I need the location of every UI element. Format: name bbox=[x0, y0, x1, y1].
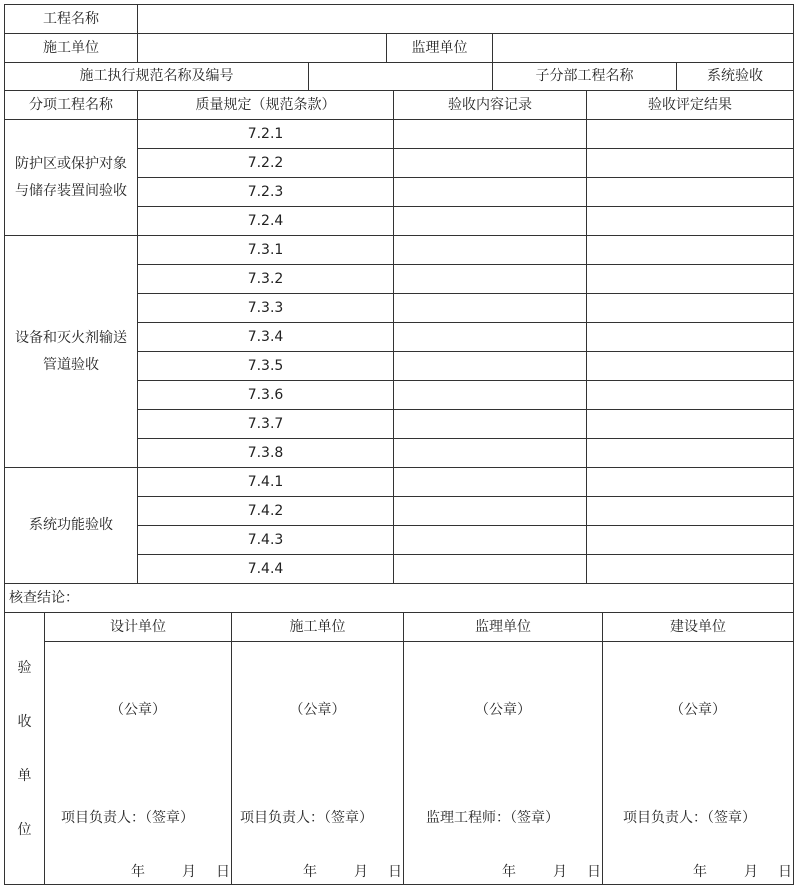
acceptance-side-label bbox=[4, 612, 45, 885]
side-label-char: 收 bbox=[17, 713, 32, 730]
supervisor-label: 监理单位 bbox=[386, 33, 493, 63]
subsection-name-label: 子分部工程名称 bbox=[492, 62, 677, 91]
stamp-label: （公章） bbox=[670, 702, 726, 718]
unit-body-construction[interactable] bbox=[231, 641, 404, 885]
clause-cell: 7.2.1 bbox=[137, 119, 394, 149]
result-cell[interactable] bbox=[586, 467, 794, 497]
date-label: 年 月 日 bbox=[131, 864, 230, 880]
contractor-field[interactable] bbox=[137, 33, 387, 63]
record-cell[interactable] bbox=[393, 380, 587, 410]
result-cell[interactable] bbox=[586, 322, 794, 352]
standard-field[interactable] bbox=[308, 62, 493, 91]
subsection-value: 系统验收 bbox=[676, 62, 794, 91]
unit-body-supervision[interactable] bbox=[403, 641, 603, 885]
supervisor-field[interactable] bbox=[492, 33, 794, 63]
clause-cell: 7.3.4 bbox=[137, 322, 394, 352]
clause-cell: 7.4.2 bbox=[137, 496, 394, 526]
result-cell[interactable] bbox=[586, 235, 794, 265]
group-name-line: 设备和灭火剂输送 bbox=[15, 329, 127, 346]
clause-cell: 7.3.6 bbox=[137, 380, 394, 410]
record-cell[interactable] bbox=[393, 322, 587, 352]
result-cell[interactable] bbox=[586, 119, 794, 149]
clause-cell: 7.2.3 bbox=[137, 177, 394, 207]
result-cell[interactable] bbox=[586, 380, 794, 410]
stamp-label: （公章） bbox=[289, 702, 346, 718]
group-name-line: 与储存装置间验收 bbox=[15, 182, 127, 199]
clause-cell: 7.3.8 bbox=[137, 438, 394, 468]
group-name-protection bbox=[4, 119, 138, 236]
clause-cell: 7.3.1 bbox=[137, 235, 394, 265]
group-name-line: 管道验收 bbox=[43, 356, 99, 373]
clause-cell: 7.2.4 bbox=[137, 206, 394, 236]
record-cell[interactable] bbox=[393, 119, 587, 149]
unit-body-owner[interactable] bbox=[602, 641, 794, 885]
record-cell[interactable] bbox=[393, 206, 587, 236]
clause-cell: 7.3.7 bbox=[137, 409, 394, 439]
result-cell[interactable] bbox=[586, 264, 794, 294]
side-label-char: 位 bbox=[17, 821, 32, 838]
result-cell[interactable] bbox=[586, 438, 794, 468]
contractor-label: 施工单位 bbox=[4, 33, 138, 63]
result-cell[interactable] bbox=[586, 554, 794, 584]
record-cell[interactable] bbox=[393, 438, 587, 468]
group-name-line: 系统功能验收 bbox=[29, 517, 113, 533]
result-cell[interactable] bbox=[586, 525, 794, 555]
date-label: 年 月 日 bbox=[303, 864, 402, 880]
result-cell[interactable] bbox=[586, 206, 794, 236]
project-name-label: 工程名称 bbox=[4, 4, 138, 34]
clause-cell: 7.3.5 bbox=[137, 351, 394, 381]
record-cell[interactable] bbox=[393, 467, 587, 497]
clause-cell: 7.3.2 bbox=[137, 264, 394, 294]
record-cell[interactable] bbox=[393, 554, 587, 584]
signer-label: 监理工程师：（签章） bbox=[426, 810, 559, 826]
group-name-equipment bbox=[4, 235, 138, 468]
record-cell[interactable] bbox=[393, 409, 587, 439]
project-name-field[interactable] bbox=[137, 4, 794, 34]
unit-body-design[interactable] bbox=[44, 641, 232, 885]
result-cell[interactable] bbox=[586, 409, 794, 439]
unit-title-owner: 建设单位 bbox=[602, 612, 794, 642]
result-cell[interactable] bbox=[586, 293, 794, 323]
standard-label: 施工执行规范名称及编号 bbox=[4, 62, 309, 91]
side-label-char: 验 bbox=[17, 659, 32, 676]
record-cell[interactable] bbox=[393, 293, 587, 323]
side-label-char: 单 bbox=[17, 767, 32, 784]
stamp-label: （公章） bbox=[110, 702, 166, 718]
column-header-clause: 质量规定（规范条款） bbox=[137, 90, 394, 120]
clause-cell: 7.4.3 bbox=[137, 525, 394, 555]
stamp-label: （公章） bbox=[475, 702, 531, 718]
unit-title-construction: 施工单位 bbox=[231, 612, 404, 642]
clause-cell: 7.4.1 bbox=[137, 467, 394, 497]
result-cell[interactable] bbox=[586, 177, 794, 207]
date-label: 年 月 日 bbox=[502, 864, 601, 880]
result-cell[interactable] bbox=[586, 496, 794, 526]
date-label: 年 月 日 bbox=[693, 864, 792, 880]
column-header-item: 分项工程名称 bbox=[4, 90, 138, 120]
record-cell[interactable] bbox=[393, 525, 587, 555]
result-cell[interactable] bbox=[586, 148, 794, 178]
signer-label: 项目负责人：（签章） bbox=[61, 810, 194, 826]
signer-label: 项目负责人：（签章） bbox=[623, 810, 756, 826]
unit-title-design: 设计单位 bbox=[44, 612, 232, 642]
record-cell[interactable] bbox=[393, 148, 587, 178]
column-header-result: 验收评定结果 bbox=[586, 90, 794, 120]
conclusion-label[interactable]: 核查结论： bbox=[4, 583, 794, 613]
clause-cell: 7.4.4 bbox=[137, 554, 394, 584]
result-cell[interactable] bbox=[586, 351, 794, 381]
group-name-line: 防护区或保护对象 bbox=[15, 155, 127, 172]
record-cell[interactable] bbox=[393, 177, 587, 207]
clause-cell: 7.3.3 bbox=[137, 293, 394, 323]
record-cell[interactable] bbox=[393, 496, 587, 526]
record-cell[interactable] bbox=[393, 264, 587, 294]
record-cell[interactable] bbox=[393, 235, 587, 265]
signer-label: 项目负责人：（签章） bbox=[240, 810, 373, 826]
clause-cell: 7.2.2 bbox=[137, 148, 394, 178]
column-header-record: 验收内容记录 bbox=[393, 90, 587, 120]
unit-title-supervision: 监理单位 bbox=[403, 612, 603, 642]
record-cell[interactable] bbox=[393, 351, 587, 381]
group-name-function bbox=[4, 467, 138, 584]
